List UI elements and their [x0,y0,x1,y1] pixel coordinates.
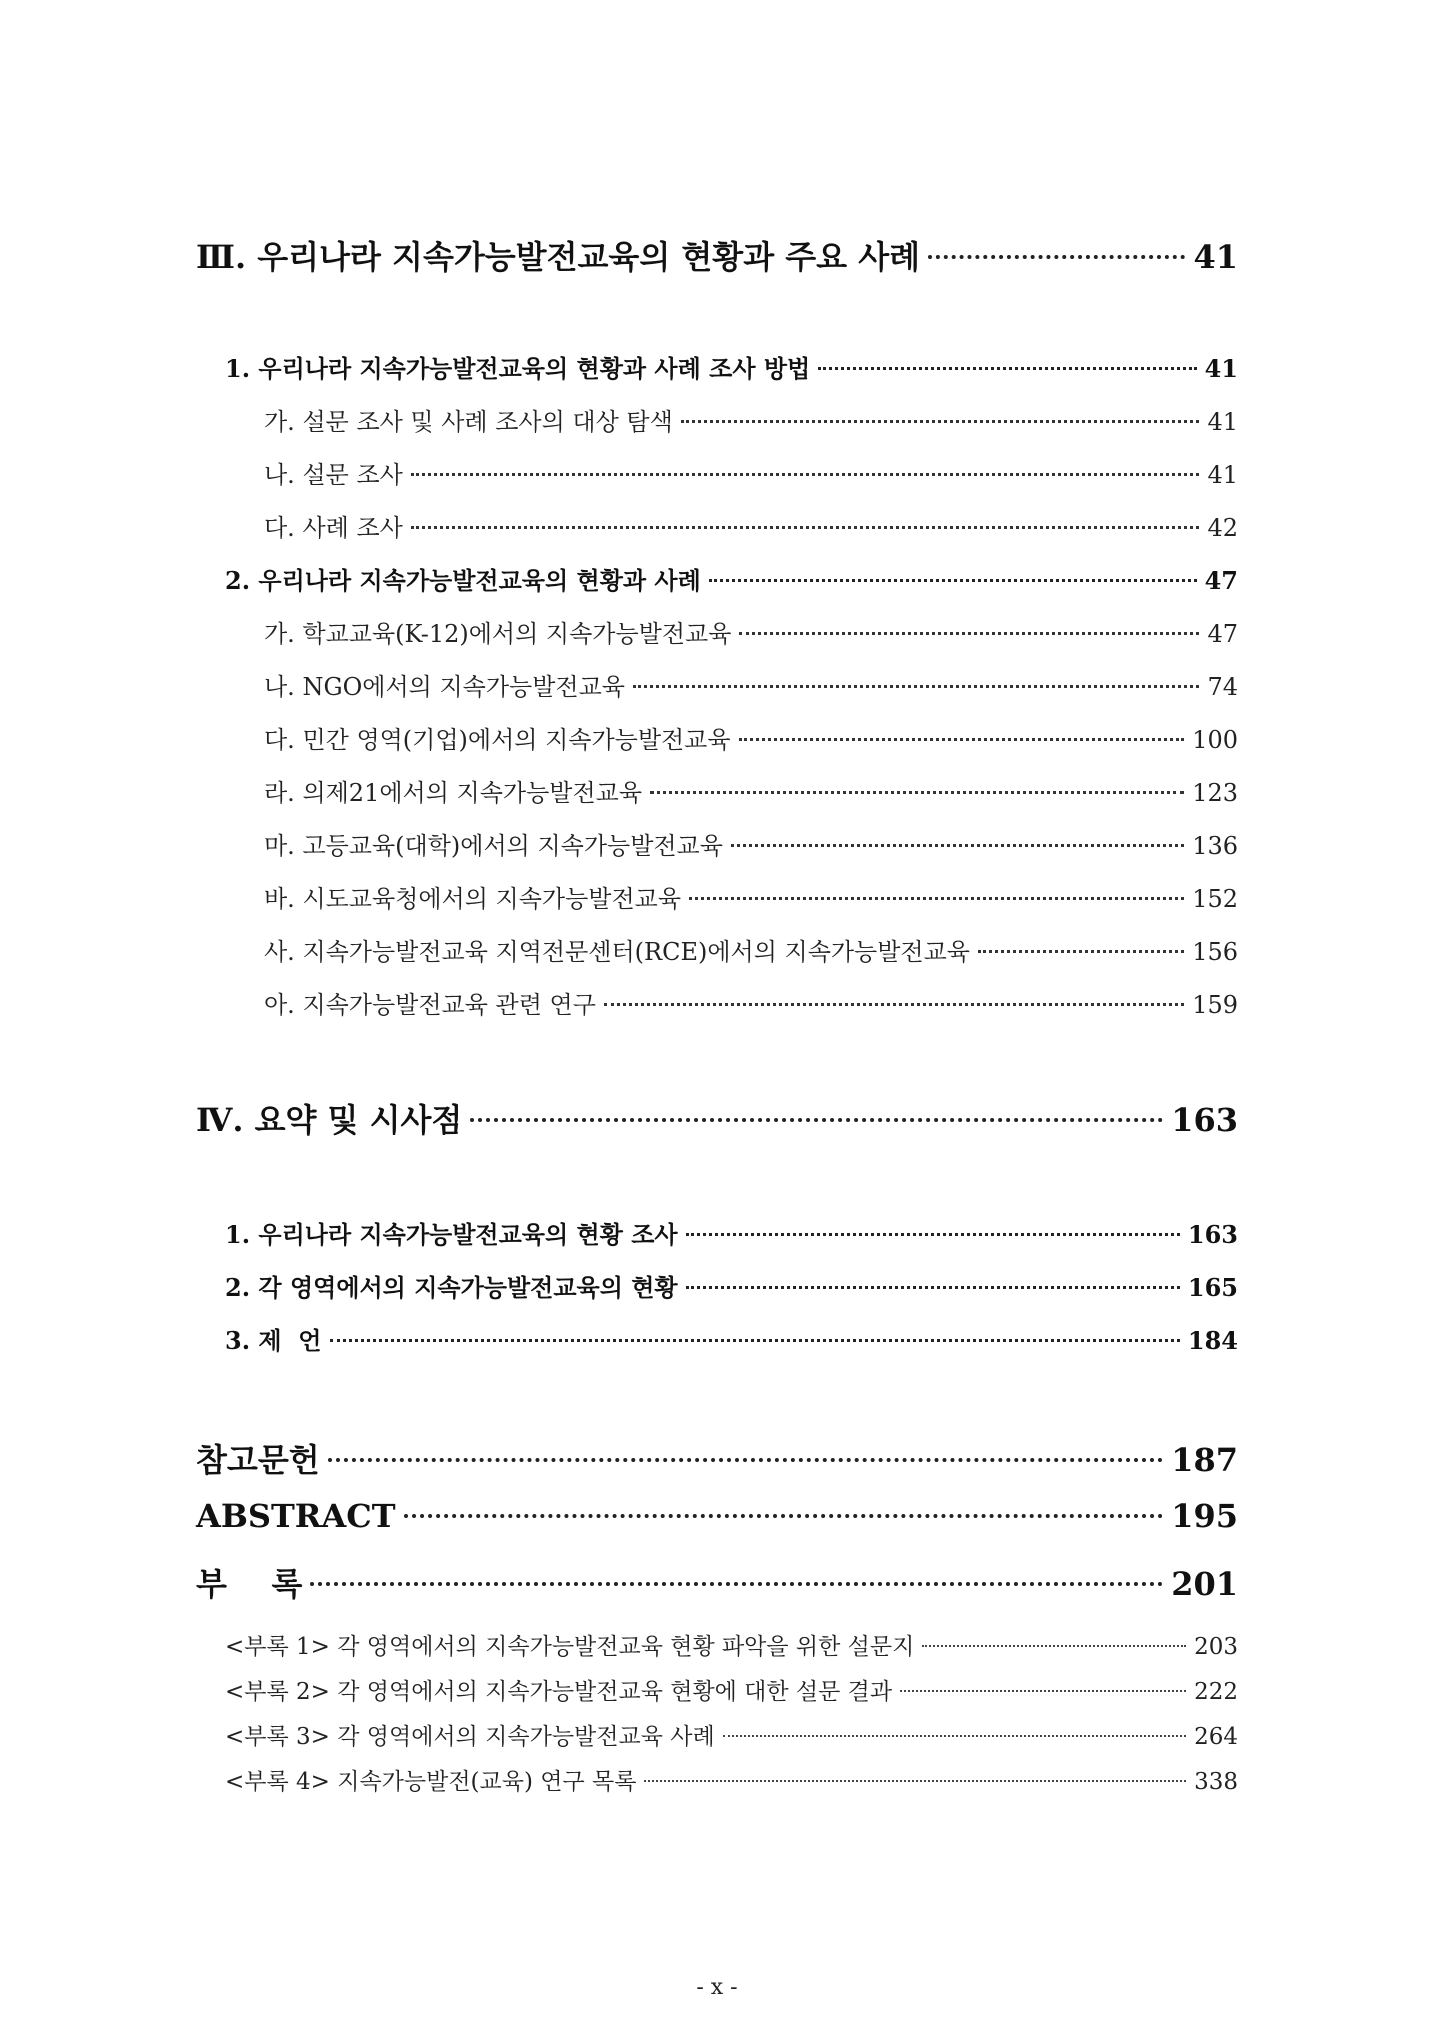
dot-leader [978,950,1184,953]
toc-label: 참고문헌 [196,1441,320,1479]
dot-leader [689,897,1184,900]
dot-leader [411,526,1200,529]
toc-label: 마. 고등교육(대학)에서의 지속가능발전교육 [264,832,723,860]
toc-label: ABSTRACT [196,1497,396,1535]
toc-page-number: 41 [1207,408,1238,436]
toc-appendix-item [225,1628,1238,1661]
dot-leader [922,1645,1186,1647]
toc-section-4-2 [225,1268,1238,1303]
dot-leader [900,1690,1186,1692]
toc-section-3-1 [225,349,1238,384]
dot-leader [328,1458,1164,1462]
toc-page-number: 47 [1204,566,1238,595]
toc-page-number: 338 [1194,1769,1238,1795]
toc-label: <부록 2> 각 영역에서의 지속가능발전교육 현황에 대한 설문 결과 [225,1679,893,1705]
toc-page-number: 152 [1192,885,1238,913]
toc-page-number: 187 [1171,1441,1238,1479]
toc-label: <부록 4> 지속가능발전(교육) 연구 목록 [225,1769,637,1795]
toc-page-number: 123 [1192,779,1238,807]
toc-page-number: 159 [1192,991,1238,1019]
dot-leader [731,844,1184,847]
toc-chapter-4 [196,1095,1238,1141]
toc-subsection [264,826,1238,861]
toc-label: 2. 우리나라 지속가능발전교육의 현황과 사례 [225,566,701,595]
toc-appendix-item [225,1763,1238,1796]
toc-references [196,1435,1238,1481]
toc-subsection [264,879,1238,914]
toc-appendix [196,1559,1238,1605]
toc-chapter-3 [196,232,1238,278]
toc-label: Ⅲ. 우리나라 지속가능발전교육의 현황과 주요 사례 [196,238,921,276]
dot-leader [650,791,1184,794]
toc-page-number: 41 [1193,238,1238,276]
toc-label: <부록 1> 각 영역에서의 지속가능발전교육 현황 파악을 위한 설문지 [225,1634,915,1660]
toc-label: 다. 사례 조사 [264,514,403,542]
dot-leader [928,255,1185,259]
toc-label: 가. 설문 조사 및 사례 조사의 대상 탐색 [264,408,673,436]
toc-label: 라. 의제21에서의 지속가능발전교육 [264,779,643,807]
toc-subsection [264,985,1238,1020]
toc-page-number: 136 [1192,832,1238,860]
toc-abstract [196,1497,1238,1535]
dot-leader [686,1286,1180,1289]
toc-page-number: 156 [1192,938,1238,966]
toc-subsection [264,508,1238,543]
toc-subsection [264,455,1238,490]
toc-appendix-item [225,1718,1238,1751]
toc-label: 3. 제 언 [225,1326,322,1355]
toc-page-number: 100 [1192,726,1238,754]
toc-page-number: 184 [1187,1326,1238,1355]
toc-section-4-3 [225,1321,1238,1356]
toc-label: 바. 시도교육청에서의 지속가능발전교육 [264,885,682,913]
toc-section-3-2 [225,561,1238,596]
toc-subsection [264,667,1238,702]
toc-page-number: 163 [1171,1101,1238,1139]
toc-label: 사. 지속가능발전교육 지역전문센터(RCE)에서의 지속가능발전교육 [264,938,970,966]
toc-label: 나. 설문 조사 [264,461,403,489]
toc-page-number: 203 [1194,1634,1238,1660]
toc-page-number: 201 [1171,1565,1238,1603]
dot-leader [818,367,1196,370]
toc-appendix-item [225,1673,1238,1706]
dot-leader [310,1582,1163,1586]
dot-leader [739,738,1185,741]
toc-page-number: 165 [1187,1273,1238,1302]
dot-leader [330,1339,1180,1342]
toc-section-4-1 [225,1215,1238,1250]
toc-page-number: 264 [1194,1724,1238,1750]
dot-leader [709,579,1197,582]
toc-label: 아. 지속가능발전교육 관련 연구 [264,991,596,1019]
toc-page-number: 163 [1187,1220,1238,1249]
toc-label: Ⅳ. 요약 및 시사점 [196,1101,463,1139]
dot-leader [644,1780,1186,1782]
toc-label: 2. 각 영역에서의 지속가능발전교육의 현황 [225,1273,678,1302]
toc-subsection [264,932,1238,967]
toc-label: <부록 3> 각 영역에서의 지속가능발전교육 사례 [225,1724,715,1750]
toc-page-number: 42 [1207,514,1238,542]
page-footer-number: - x - [696,1975,738,2000]
toc-page-number: 41 [1204,354,1238,383]
toc-subsection [264,720,1238,755]
dot-leader [723,1735,1186,1737]
dot-leader [681,420,1200,423]
dot-leader [739,632,1199,635]
toc-page-number: 195 [1171,1497,1238,1535]
toc-label: 1. 우리나라 지속가능발전교육의 현황과 사례 조사 방법 [225,354,811,383]
toc-page-number: 222 [1194,1679,1238,1705]
toc-subsection [264,402,1238,437]
toc-label: 가. 학교교육(K-12)에서의 지속가능발전교육 [264,620,732,648]
toc-page-number: 41 [1207,461,1238,489]
toc-label: 부 록 [196,1565,303,1603]
toc-page-number: 74 [1207,673,1238,701]
toc-label: 나. NGO에서의 지속가능발전교육 [264,673,625,701]
dot-leader [404,1514,1164,1518]
toc-subsection [264,773,1238,808]
dot-leader [633,685,1200,688]
dot-leader [686,1233,1180,1236]
toc-subsection [264,614,1238,649]
toc-page-number: 47 [1207,620,1238,648]
dot-leader [470,1118,1163,1122]
dot-leader [411,473,1200,476]
toc-label: 다. 민간 영역(기업)에서의 지속가능발전교육 [264,726,731,754]
toc-label: 1. 우리나라 지속가능발전교육의 현황 조사 [225,1220,678,1249]
dot-leader [604,1003,1184,1006]
